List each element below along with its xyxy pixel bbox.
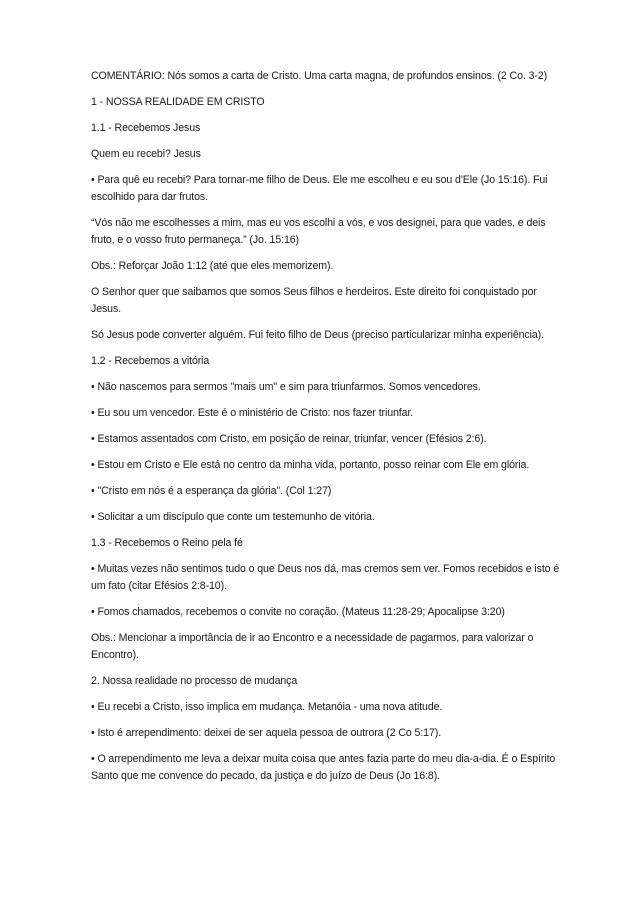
bullet-paragraph: • "Cristo em nós é a esperança da glória". (Col 1:27) xyxy=(91,485,332,497)
paragraph: Quem eu recebi? Jesus xyxy=(91,148,201,160)
bullet-paragraph: • Estamos assentados com Cristo, em posição de reinar, triunfar, vencer (Efésios 2:6). xyxy=(91,433,487,445)
note-paragraph: Obs.: Reforçar João 1:12 (até que eles memorizem). xyxy=(91,260,334,272)
bullet-paragraph: • Isto é arrependimento: deixei de ser aquela pessoa de outrora (2 Co 5:17). xyxy=(91,727,442,739)
bullet-paragraph: • Eu sou um vencedor. Este é o ministério de Cristo: nos fazer triunfar. xyxy=(91,407,414,419)
subsection-heading: 1.2 - Recebemos a vitória xyxy=(91,355,210,367)
bullet-paragraph: • Não nascemos para sermos "mais um" e sim para triunfarmos. Somos vencedores. xyxy=(91,381,481,393)
bullet-paragraph: • Fomos chamados, recebemos o convite no coração. (Mateus 11:28-29; Apocalipse 3:20) xyxy=(91,606,505,618)
subsection-heading: 1.3 - Recebemos o Reino pela fé xyxy=(91,537,243,549)
document-body xyxy=(91,68,561,794)
section-heading: 1 - NOSSA REALIDADE EM CRISTO xyxy=(91,96,265,108)
commentary-paragraph: COMENTÁRIO: Nós somos a carta de Cristo. Uma carta magna, de profundos ensinos. (2 Co. 3-2) xyxy=(91,70,548,82)
subsection-heading: 1.1 - Recebemos Jesus xyxy=(91,122,201,134)
note-paragraph: Obs.: Mencionar a importância de ir ao Encontro e a necessidade de pagarmos, para valorizar o Encontro). xyxy=(91,632,534,661)
bullet-paragraph: • Estou em Cristo e Ele está no centro da minha vida, portanto, posso reinar com Ele em glória. xyxy=(91,459,530,471)
paragraph: O Senhor quer que saibamos que somos Seus filhos e herdeiros. Este direito foi conquistado por Jesus. xyxy=(91,286,537,315)
quote-paragraph: “Vós não me escolhesses a mim, mas eu vos escolhi a vós, e vos designei, para que vades, e deis fruto, e o vosso fruto permaneça.” (Jo. 15:16) xyxy=(91,217,546,246)
bullet-paragraph: • Para quê eu recebi? Para tornar-me filho de Deus. Ele me escolheu e eu sou d'Ele (Jo 15:16). Fui escolhido para dar frutos. xyxy=(91,174,548,203)
paragraph: Só Jesus pode converter alguém. Fui feito filho de Deus (preciso particularizar minha experiência). xyxy=(91,329,544,341)
bullet-paragraph: • Eu recebi a Cristo, isso implica em mudança. Metanóia - uma nova atitude. xyxy=(91,701,443,713)
bullet-paragraph: • Muitas vezes não sentimos tudo o que Deus nos dá, mas cremos sem ver. Fomos recebidos e isto é um fato (citar Efésios 2:8-10). xyxy=(91,563,560,592)
bullet-paragraph: • O arrependimento me leva a deixar muita coisa que antes fazia parte do meu dia-a-dia. É o Espírito Santo que me convence do pecado, da justiça e do juízo de Deus (Jo 16:8). xyxy=(91,753,556,782)
section-heading: 2. Nossa realidade no processo de mudança xyxy=(91,675,298,687)
bullet-paragraph: • Solicitar a um discípulo que conte um testemunho de vitória. xyxy=(91,511,375,523)
